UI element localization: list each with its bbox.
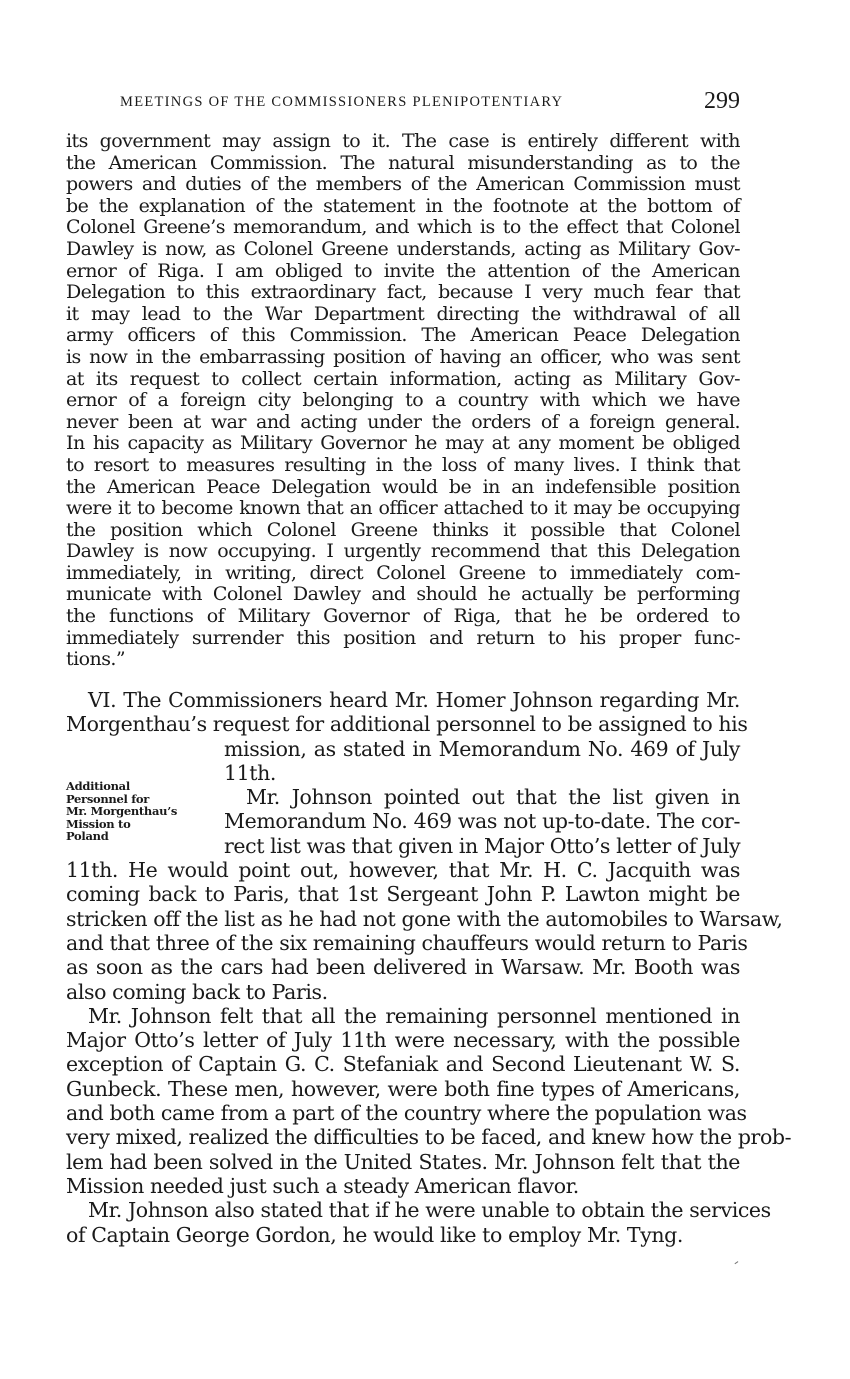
text-line: tions.”	[66, 648, 126, 671]
text-line: coming back to Paris, that 1st Sergeant John P. Lawton might be	[66, 882, 740, 907]
text-line: and both came from a part of the country where the population was	[66, 1101, 747, 1126]
sidenote-line: Personnel for	[66, 791, 150, 806]
text-line: municate with Colonel Dawley and should he actually be performing	[66, 583, 740, 606]
text-line: 11th.	[224, 760, 277, 785]
text-line: Mr. Johnson also stated that if he were unable to obtain the services	[88, 1198, 771, 1223]
text-line: is now in the embarrassing position of having an officer, who was sent	[66, 345, 740, 368]
text-line: Gunbeck. These men, however, were both fine types of Americans,	[66, 1076, 740, 1101]
text-line: its government may assign to it. The case is entirely different with	[66, 130, 740, 152]
text-line: the functions of Military Governor of Riga, that he be ordered to	[66, 605, 740, 628]
text-line: immediately surrender this position and return to his proper func-	[66, 626, 740, 649]
text-line: and that three of the six remaining chauffeurs would return to Paris	[66, 930, 748, 955]
text-line: of Captain George Gordon, he would like to employ Mr. Tyng.	[66, 1222, 684, 1247]
text-line: Mission needed just such a steady American flavor.	[66, 1173, 579, 1198]
text-line: exception of Captain G. C. Stefaniak and Second Lieutenant W. S.	[66, 1052, 740, 1077]
page-header	[120, 88, 740, 118]
text-line: also coming back to Paris.	[66, 979, 328, 1004]
text-line: Major Otto’s letter of July 11th were necessary, with the possible	[66, 1028, 740, 1053]
text-line: mission, as stated in Memorandum No. 469 of July	[224, 736, 740, 761]
text-line: at its request to collect certain information, acting as Military Gov-	[66, 367, 740, 390]
text-line: ernor of a foreign city belonging to a country with which we have	[66, 389, 740, 412]
text-line: Dawley is now, as Colonel Greene understands, acting as Military Gov-	[66, 237, 740, 260]
text-line: Morgenthau’s request for additional personnel to be assigned to his	[66, 712, 748, 737]
text-line: Colonel Greene’s memorandum, and which is to the effect that Colonel	[66, 216, 740, 239]
text-line: the American Peace Delegation would be in an indefensible position	[66, 475, 740, 498]
text-line: 11th. He would point out, however, that Mr. H. C. Jacquith was	[66, 858, 740, 883]
text-line: Mr. Johnson pointed out that the list given in	[246, 785, 740, 810]
text-line: the position which Colonel Greene thinks it possible that Colonel	[66, 518, 740, 541]
sidenote-line: Mission to	[66, 816, 131, 831]
text-line: very mixed, realized the difficulties to be faced, and knew how the prob-	[66, 1125, 792, 1150]
text-line: Dawley is now occupying. I urgently recommend that this Delegation	[66, 540, 740, 563]
continued-quotation-paragraph	[66, 131, 740, 671]
text-line: Mr. Johnson felt that all the remaining personnel mentioned in	[88, 1003, 740, 1028]
section-vi-body	[66, 688, 792, 1247]
text-line: powers and duties of the members of the American Commission must	[66, 173, 740, 196]
text-line: immediately, in writing, direct Colonel Greene to immediately com-	[66, 561, 740, 584]
text-line: as soon as the cars had been delivered in Warsaw. Mr. Booth was	[66, 955, 740, 980]
text-line: ernor of Riga. I am obliged to invite the attention of the American	[66, 259, 740, 282]
text-line: lem had been solved in the United States. Mr. Johnson felt that the	[66, 1149, 740, 1174]
page-number: 299	[704, 88, 740, 114]
sidenote-line: Poland	[66, 829, 109, 843]
stray-print-mark	[735, 1261, 740, 1266]
text-line: In his capacity as Military Governor he may at any moment be obliged	[66, 432, 740, 455]
running-head: MEETINGS OF THE COMMISSIONERS PLENIPOTENTIARY	[120, 94, 564, 110]
text-line: were it to become known that an officer attached to it may be occupying	[66, 497, 740, 520]
text-line: Delegation to this extraordinary fact, because I very much fear that	[66, 281, 740, 304]
text-line: rect list was that given in Major Otto’s letter of July	[224, 833, 741, 858]
text-line: Memorandum No. 469 was not up-to-date. The cor-	[224, 809, 740, 834]
text-line: it may lead to the War Department directing the withdrawal of all	[66, 302, 740, 325]
text-line: stricken off the list as he had not gone with the automobiles to Warsaw,	[66, 906, 783, 931]
text-line: never been at war and acting under the orders of a foreign general.	[66, 410, 740, 433]
text-line: be the explanation of the statement in the footnote at the bottom of	[66, 194, 740, 217]
text-line: the American Commission. The natural misunderstanding as to the	[66, 151, 740, 174]
text-line: to resort to measures resulting in the loss of many lives. I think that	[66, 453, 740, 476]
sidenote-line: Mr. Morgenthau’s	[66, 804, 178, 818]
text-line: VI. The Commissioners heard Mr. Homer Johnson regarding Mr.	[88, 688, 740, 712]
sidenote-line: Additional	[66, 779, 130, 793]
text-line: army officers of this Commission. The American Peace Delegation	[66, 324, 740, 347]
